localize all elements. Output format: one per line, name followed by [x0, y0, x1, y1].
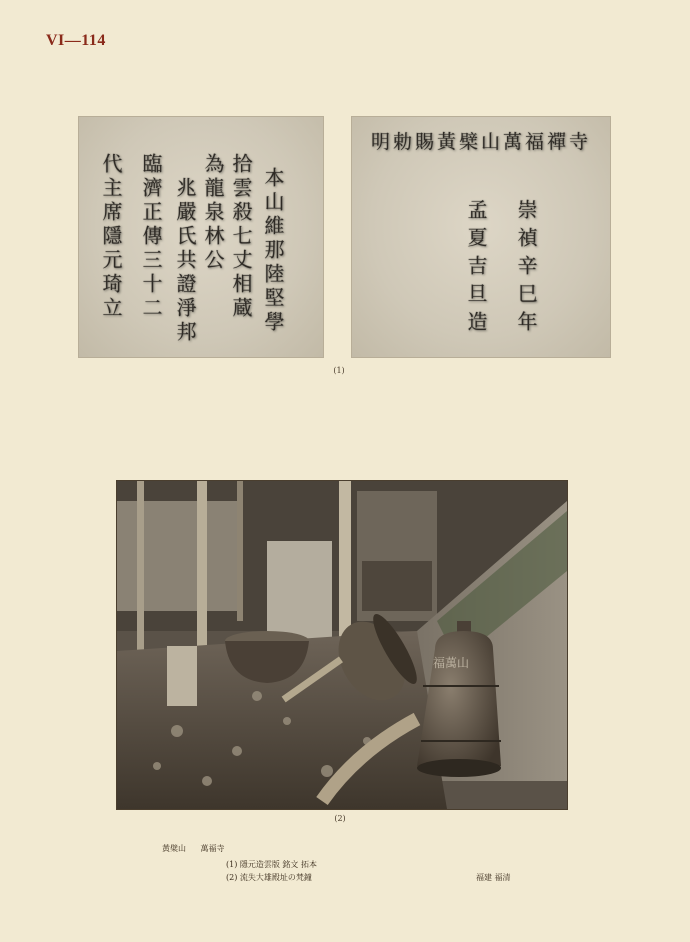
- rubbing-title: 明勅賜黃檗山萬福禪寺: [370, 131, 591, 153]
- plate-caption-2: (2): [334, 814, 346, 823]
- footer-caption-line: (1) 隱元造雲版 銘文 拓本: [226, 860, 317, 869]
- footer-caption-line: (2) 流失大雄殿址の梵鐘: [226, 873, 312, 882]
- temple-bell-photo: [116, 480, 568, 810]
- inscription-rubbing-right: [351, 116, 611, 358]
- svg-text:福萬山: 福萬山: [433, 656, 470, 670]
- footer-location: 黃檗山: [162, 844, 186, 853]
- page-number: VI—114: [46, 32, 106, 49]
- inscription-rubbing-left: [78, 116, 324, 358]
- rubbing-column: 兆嚴氏共證淨邦: [173, 177, 197, 345]
- plate-caption-1: (1): [333, 366, 345, 375]
- footer-title: [162, 843, 237, 854]
- rubbing-column: 臨濟正傳三十二: [139, 153, 163, 321]
- rubbing-column: 本山維那陸堅學: [261, 167, 285, 335]
- rubbing-column: 代主席隱元琦立: [99, 153, 123, 321]
- rubbing-column: 孟夏吉旦造: [464, 199, 488, 339]
- photo-illustration: [117, 481, 567, 809]
- footer-place: 福建 福清: [476, 873, 511, 882]
- rubbing-column: 為龍泉林公: [201, 153, 225, 273]
- footer-temple: 萬福寺: [200, 844, 225, 853]
- rubbing-column: 拾雲殺七丈相蔵: [229, 153, 253, 321]
- rubbing-column: 崇禎辛巳年: [514, 199, 538, 339]
